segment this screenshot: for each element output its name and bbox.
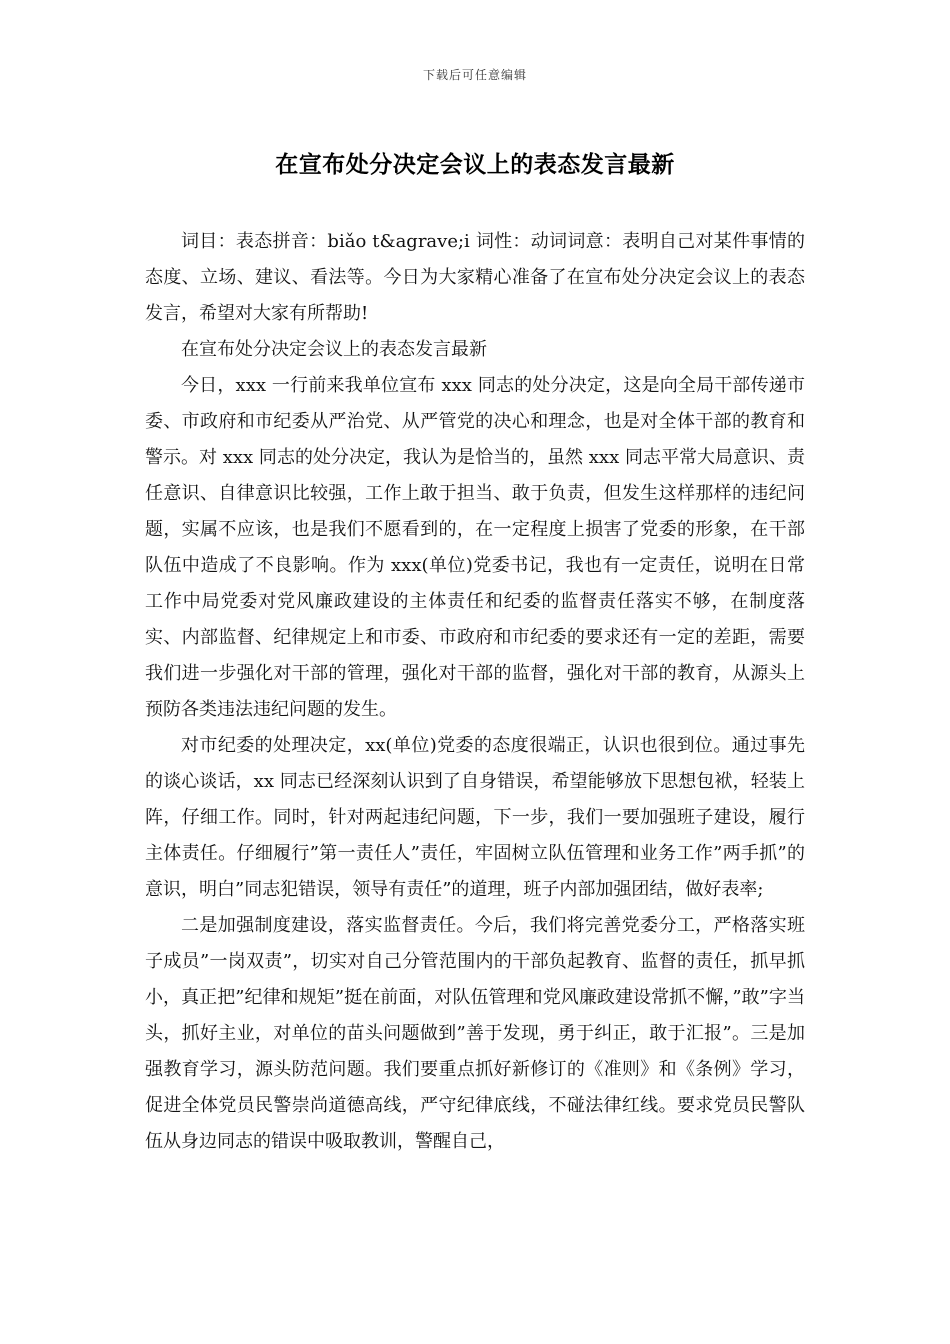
paragraph-attitude: 对市纪委的处理决定，xx(单位)党委的态度很端正，认识也很到位。通过事先的谈心谈话，xx 同志已经深刻认识到了自身错误，希望能够放下思想包袱，轻装上阵，仔细工作。同时，针对两起违纪问题，下一步，我们一要加强班子建设，履行主体责任。仔细履行”第一责任人”责任，牢固树立队伍管理和业务工作”两手抓”的意识，明白”同志犯错误，领导有责任”的道理，班子内部加强团结，做好表率; [145, 735, 805, 900]
document-title: 在宣布处分决定会议上的表态发言最新 [275, 152, 675, 178]
paragraph-main: 今日，xxx 一行前来我单位宣布 xxx 同志的处分决定，这是向全局干部传递市委、市政府和市纪委从严治党、从严管党的决心和理念，也是对全体干部的教育和警示。对 xxx 同志的处分决定，我认为是恰当的，虽然 xxx 同志平常大局意识、责任意识、自律意识比较强，工作上敢于担当、敢于负责，但发生这样那样的违纪问题，实属不应该，也是我们不愿看到的，在一定程度上损害了党委的形象，在干部队伍中造成了不良影响。作为 xxx(单位)党委书记，我也有一定责任，说明在日常工作中局党委对党风廉政建设的主体责任和纪委的监督责任落实不够，在制度落实、内部监督、纪律规定上和市委、市政府和市纪委的要求还有一定的差距，需要我们进一步强化对干部的管理，强化对干部的监督，强化对干部的教育，从源头上预防各类违法违纪问题的发生。 [145, 375, 805, 720]
paragraph-intro: 词目：表态拼音：biǎo t&agrave;i 词性：动词词意：表明自己对某件事情的态度、立场、建议、看法等。今日为大家精心准备了在宣布处分决定会议上的表态发言，希望对大家有所帮助! [145, 231, 805, 324]
document-body [145, 224, 805, 1160]
paragraph-measures: 二是加强制度建设，落实监督责任。今后，我们将完善党委分工，严格落实班子成员”一岗双责”，切实对自己分管范围内的干部负起教育、监督的责任，抓早抓小，真正把”纪律和规矩”挺在前面，对队伍管理和党风廉政建设常抓不懈，”敢”字当头，抓好主业，对单位的苗头问题做到”善于发现，勇于纠正，敢于汇报”。三是加强教育学习，源头防范问题。我们要重点抓好新修订的《准则》和《条例》学习，促进全体党员民警崇尚道德高线，严守纪律底线，不碰法律红线。要求党员民警队伍从身边同志的错误中吸取教训，警醒自己， [145, 915, 805, 1152]
paragraph-subtitle: 在宣布处分决定会议上的表态发言最新 [181, 339, 487, 360]
page-header-note: 下载后可任意编辑 [422, 68, 527, 82]
